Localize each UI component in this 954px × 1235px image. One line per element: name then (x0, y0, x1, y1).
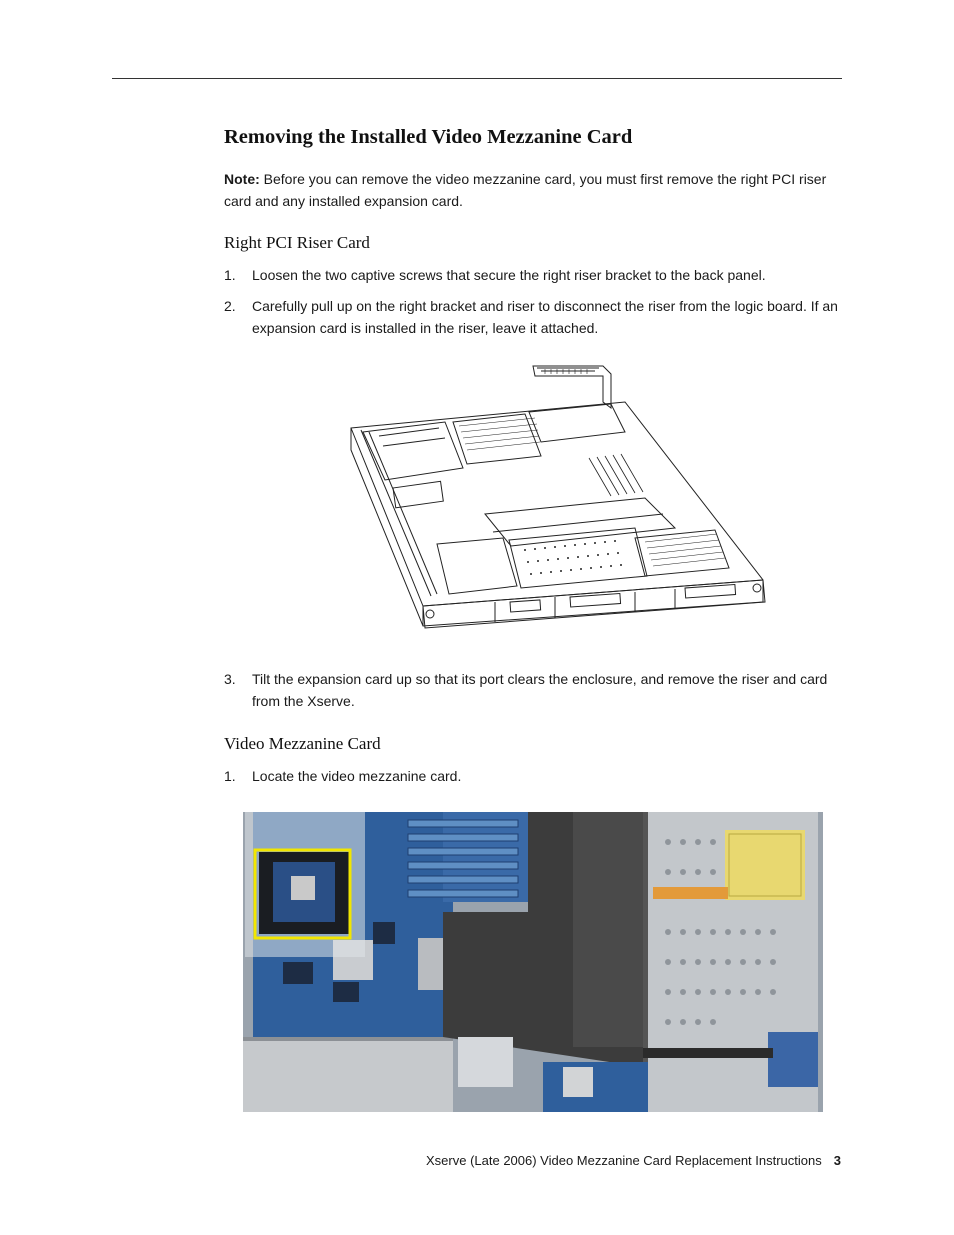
note-text: Before you can remove the video mezzanine card, you must first remove the right PCI riser card and any installed expansion card. (224, 171, 827, 209)
step-number: 1. (224, 267, 236, 283)
step-item (224, 265, 844, 287)
page-footer (426, 1153, 841, 1168)
step-number: 3. (224, 671, 236, 687)
footer-text: Xserve (Late 2006) Video Mezzanine Card Replacement Instructions (426, 1153, 822, 1168)
step-number: 1. (224, 768, 236, 784)
note-label: Note: (224, 171, 260, 187)
step-item (224, 669, 844, 712)
step-item (224, 296, 844, 339)
section-heading-riser: Right PCI Riser Card (224, 233, 370, 252)
step-number: 2. (224, 298, 236, 314)
xserve-line-illustration (345, 362, 775, 634)
section-heading-video: Video Mezzanine Card (224, 734, 381, 753)
note-paragraph (224, 169, 844, 212)
page-title: Removing the Installed Video Mezzanine Card (224, 126, 633, 148)
step-item (224, 766, 844, 788)
step-text: Carefully pull up on the right bracket and riser to disconnect the riser from the logic board. If an expansion card is installed in the riser, leave it attached. (252, 298, 838, 336)
step-text: Tilt the expansion card up so that its port clears the enclosure, and remove the riser and card from the Xserve. (252, 671, 828, 709)
page-number: 3 (833, 1153, 841, 1168)
step-text: Locate the video mezzanine card. (252, 768, 462, 784)
xserve-interior-photo (243, 812, 823, 1112)
step-text: Loosen the two captive screws that secure the right riser bracket to the back panel. (252, 267, 766, 283)
header-rule (112, 78, 842, 79)
